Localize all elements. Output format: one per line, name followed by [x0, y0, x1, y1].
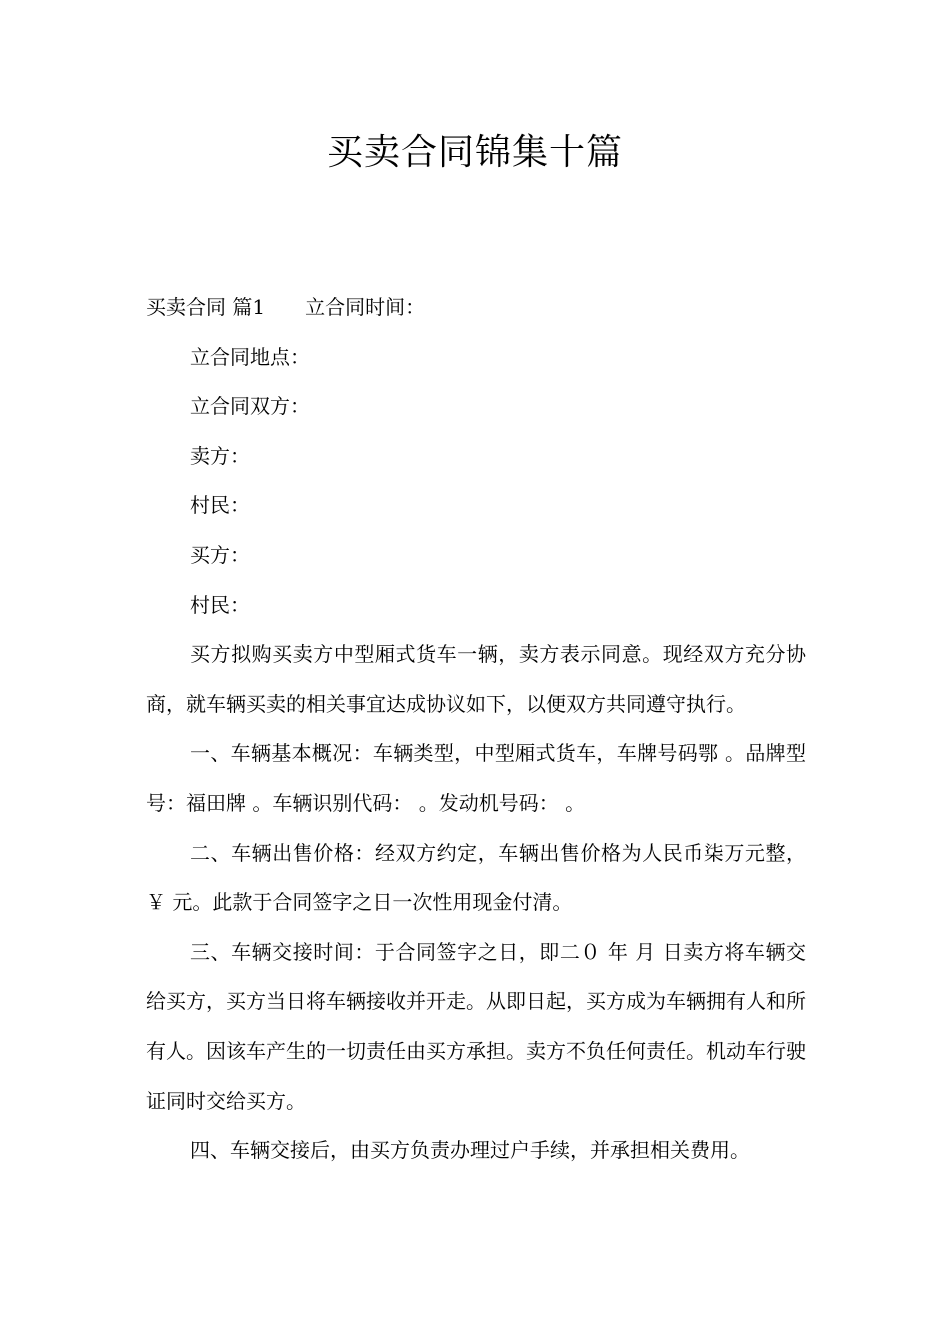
clause-3-paragraph: 三、车辆交接时间：于合同签字之日，即二０ 年 月 日卖方将车辆交给买方，买方当日将车辆接收并开走。从即日起，买方成为车辆拥有人和所有人。因该车产生的一切责任由买方承担。卖方不负任何责任。机动车行驶证同时交给买方。	[146, 939, 806, 1113]
seller-villager-label: 村民：	[190, 493, 250, 518]
contract-place-label: 立合同地点：	[190, 344, 310, 369]
contract-parties-label: 立合同双方：	[190, 394, 310, 419]
contract-time-label: 立合同时间：	[305, 295, 426, 319]
document-title: 买卖合同锦集十篇	[326, 132, 623, 173]
document-body	[146, 283, 806, 1176]
contract-label: 买卖合同 篇1	[146, 295, 266, 319]
seller-label: 卖方：	[190, 443, 250, 468]
intro-paragraph: 买方拟购买卖方中型厢式货车一辆，卖方表示同意。现经双方充分协商，就车辆买卖的相关事宜达成协议如下，以便双方共同遵守执行。	[146, 642, 806, 716]
contract-heading	[146, 283, 806, 333]
buyer-label: 买方：	[190, 542, 250, 567]
clause-4-paragraph: 四、车辆交接后，由买方负责办理过户手续，并承担相关费用。	[190, 1138, 750, 1163]
clause-2-paragraph: 二、车辆出售价格：经双方约定，车辆出售价格为人民币柒万元整，￥ 元。此款于合同签字之日一次性用现金付清。	[146, 840, 806, 915]
buyer-villager-label: 村民：	[190, 592, 250, 617]
clause-1-paragraph: 一、车辆基本概况：车辆类型，中型厢式货车，车牌号码鄂 。品牌型号：福田牌 。车辆识别代码： 。发动机号码： 。	[146, 741, 806, 815]
